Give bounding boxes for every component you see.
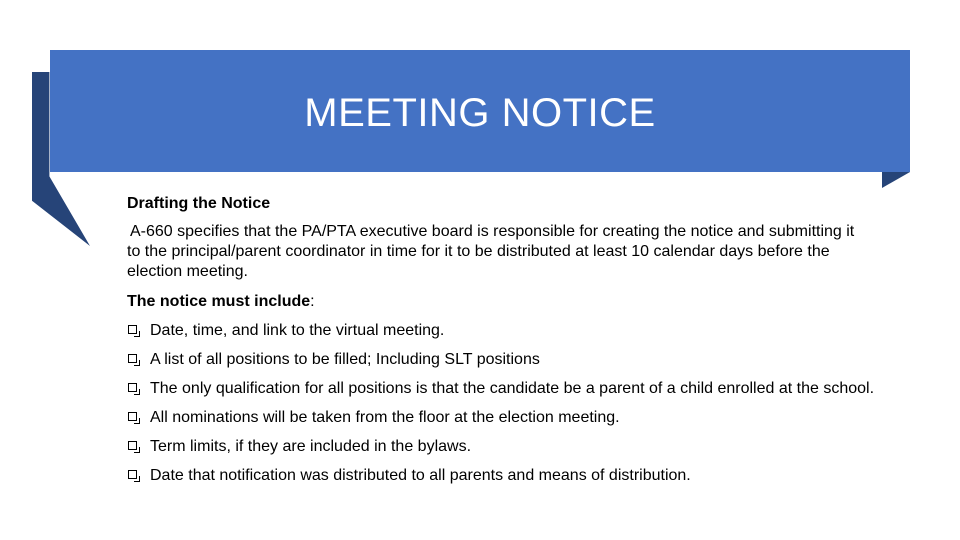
bullet-item	[127, 466, 885, 486]
intro-paragraph	[127, 222, 857, 282]
checkbox-square-icon	[128, 383, 137, 392]
bullet-text: Date that notification was distributed to all parents and means of distribution.	[150, 467, 691, 484]
bullet-text: Date, time, and link to the virtual meeting.	[150, 322, 445, 339]
must-include-colon: :	[310, 293, 315, 310]
slide-title: MEETING NOTICE	[304, 90, 656, 135]
bullet-item	[127, 321, 885, 341]
checkbox-square-icon	[128, 325, 137, 334]
must-include-label: The notice must include	[127, 293, 311, 310]
title-banner	[50, 50, 910, 172]
bullet-text: A list of all positions to be filled; Including SLT positions	[150, 351, 540, 368]
checkbox-square-icon	[128, 441, 137, 450]
must-include-line	[127, 292, 887, 312]
checkbox-square-icon	[128, 412, 137, 421]
bullet-item	[127, 350, 885, 370]
bullet-text: The only qualification for all positions is that the candidate be a parent of a child enrolled at the school.	[150, 380, 875, 397]
bullet-text: Term limits, if they are included in the bylaws.	[150, 438, 472, 455]
intro-paragraph-text: A-660 specifies that the PA/PTA executive board is responsible for creating the notice and submitting it to the principal/parent coordinator in time for it to be distributed at least 10 calendar days before the election meeting.	[127, 223, 855, 280]
bullet-item	[127, 379, 885, 399]
section-heading: Drafting the Notice	[127, 195, 271, 212]
checkbox-square-icon	[128, 354, 137, 363]
checkbox-square-icon	[128, 470, 137, 479]
bullet-item	[127, 408, 885, 428]
slide-body	[127, 194, 887, 495]
ribbon-right-fold	[882, 172, 910, 188]
bullet-text: All nominations will be taken from the floor at the election meeting.	[150, 409, 620, 426]
bullet-item	[127, 437, 885, 457]
